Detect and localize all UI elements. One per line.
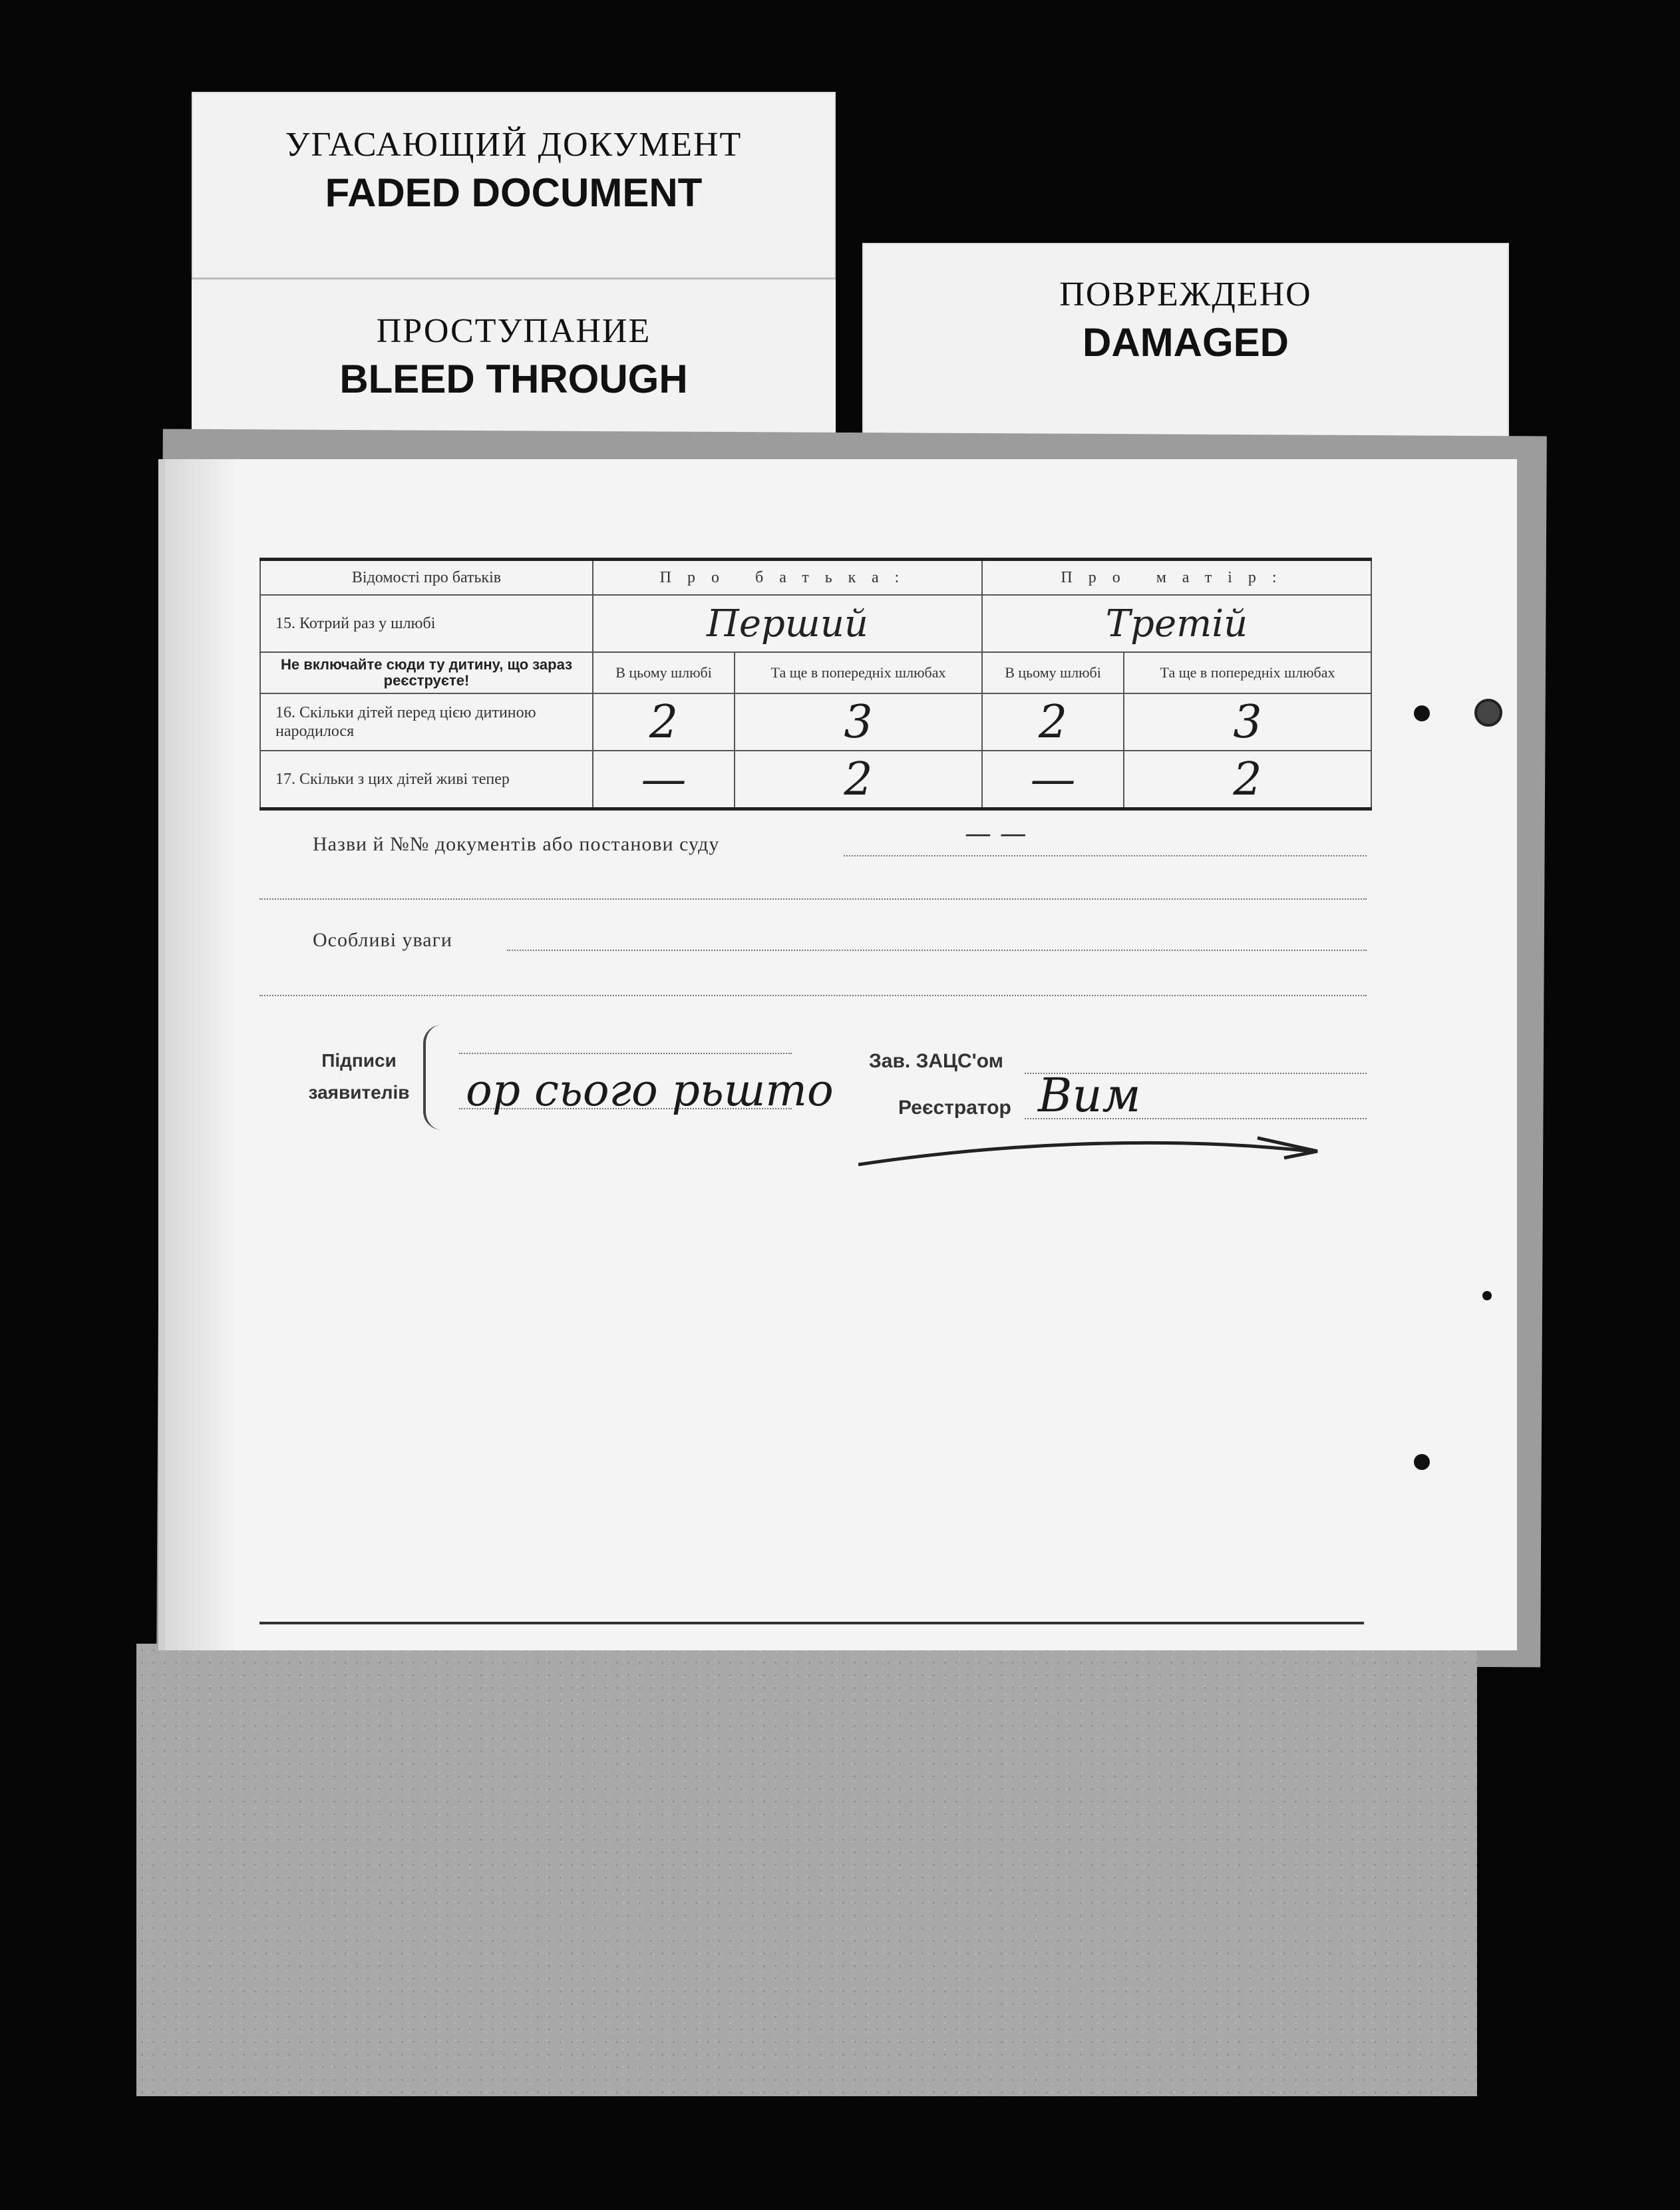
bleed-label-ru: ПРОСТУПАНИЕ	[376, 312, 651, 350]
mother-prev-marriages-header: Та ще в попередніх шлюбах	[1124, 652, 1371, 693]
row15-mother-cell	[982, 595, 1371, 652]
header-parents-info: Відомості про батьків	[260, 560, 593, 596]
documents-label: Назви й №№ документів або постанови суду	[313, 833, 720, 855]
notes-line-2	[259, 995, 1367, 996]
row17-value-2	[735, 751, 982, 809]
table-row-15	[260, 595, 1371, 652]
row16-hand-1: 2	[649, 695, 679, 749]
signatures-label-line1: Підписи	[321, 1050, 397, 1071]
row17-hand-2: 2	[844, 753, 873, 806]
table-row-16	[260, 693, 1371, 751]
faded-label-en: FADED DOCUMENT	[325, 170, 703, 215]
table-header-row	[260, 560, 1371, 596]
header-father: Про батька:	[593, 560, 982, 596]
row17-hand-1: —	[641, 753, 687, 806]
signature-flourish	[858, 1118, 1324, 1171]
notes-label: Особливі уваги	[313, 929, 452, 951]
damaged-label	[862, 243, 1509, 443]
signature-line-1	[459, 1053, 792, 1054]
row17-hand-3: —	[1030, 753, 1076, 806]
row16-hand-2: 3	[844, 695, 873, 749]
signatures-label-line2: заявителів	[308, 1082, 410, 1103]
row16-hand-3: 2	[1038, 695, 1068, 749]
registrar-signature: Вим	[1038, 1068, 1141, 1123]
documents-line-2	[259, 898, 1367, 900]
punch-hole	[1414, 1454, 1430, 1470]
punch-hole	[1482, 1291, 1492, 1300]
punch-hole	[1474, 699, 1502, 727]
registrar-label: Реєстратор	[898, 1097, 1011, 1119]
row16-value-4	[1124, 693, 1371, 751]
documents-hand: — —	[965, 819, 1027, 849]
bottom-rule	[259, 1622, 1364, 1624]
parents-info-table	[259, 558, 1372, 811]
row16-label: 16. Скільки дітей перед цією дитиною народилося	[260, 693, 593, 751]
row16-value-2	[735, 693, 982, 751]
row15-father-value: Перший	[706, 602, 868, 645]
row17-value-4	[1124, 751, 1371, 809]
faded-document-label	[192, 92, 836, 285]
notes-line	[507, 950, 1367, 951]
bleed-label-en: BLEED THROUGH	[339, 357, 688, 401]
punch-hole	[1414, 705, 1430, 721]
row17-value-1	[593, 751, 735, 809]
table-row-17	[260, 751, 1371, 809]
row15-label: 15. Котрий раз у шлюбі	[260, 595, 593, 652]
row17-label: 17. Скільки з цих дітей живі тепер	[260, 751, 593, 809]
row17-hand-4: 2	[1233, 753, 1262, 806]
documents-line	[844, 855, 1367, 856]
mother-this-marriage-header: В цьому шлюбі	[982, 652, 1124, 693]
row15-father-cell	[593, 595, 982, 652]
cardboard-folder	[136, 1644, 1477, 2096]
father-this-marriage-header: В цьому шлюбі	[593, 652, 735, 693]
signatures-label	[301, 1045, 417, 1109]
faded-label-ru: УГАСАЮЩИЙ ДОКУМЕНТ	[285, 126, 743, 164]
sheet-fold-shadow	[165, 459, 238, 1650]
zags-head-label: Зав. ЗАЦС'ом	[869, 1050, 1003, 1072]
damaged-label-ru: ПОВРЕЖДЕНО	[1059, 276, 1312, 313]
row17-value-3	[982, 751, 1124, 809]
row16-value-3	[982, 693, 1124, 751]
father-prev-marriages-header: Та ще в попередніх шлюбах	[735, 652, 982, 693]
row16-value-1	[593, 693, 735, 751]
table-subheader-row	[260, 652, 1371, 693]
row15-mother-value: Третій	[1105, 602, 1248, 645]
header-mother: Про матір:	[982, 560, 1371, 596]
signatures-brace	[423, 1025, 442, 1130]
exclude-child-note: Не включайте сюди ту дитину, що зараз реєструєте!	[260, 652, 593, 693]
row16-hand-4: 3	[1233, 695, 1262, 749]
applicant-signature: ор сього рьшто	[466, 1065, 834, 1116]
bleed-through-label	[192, 279, 836, 439]
damaged-label-en: DAMAGED	[1083, 320, 1289, 365]
